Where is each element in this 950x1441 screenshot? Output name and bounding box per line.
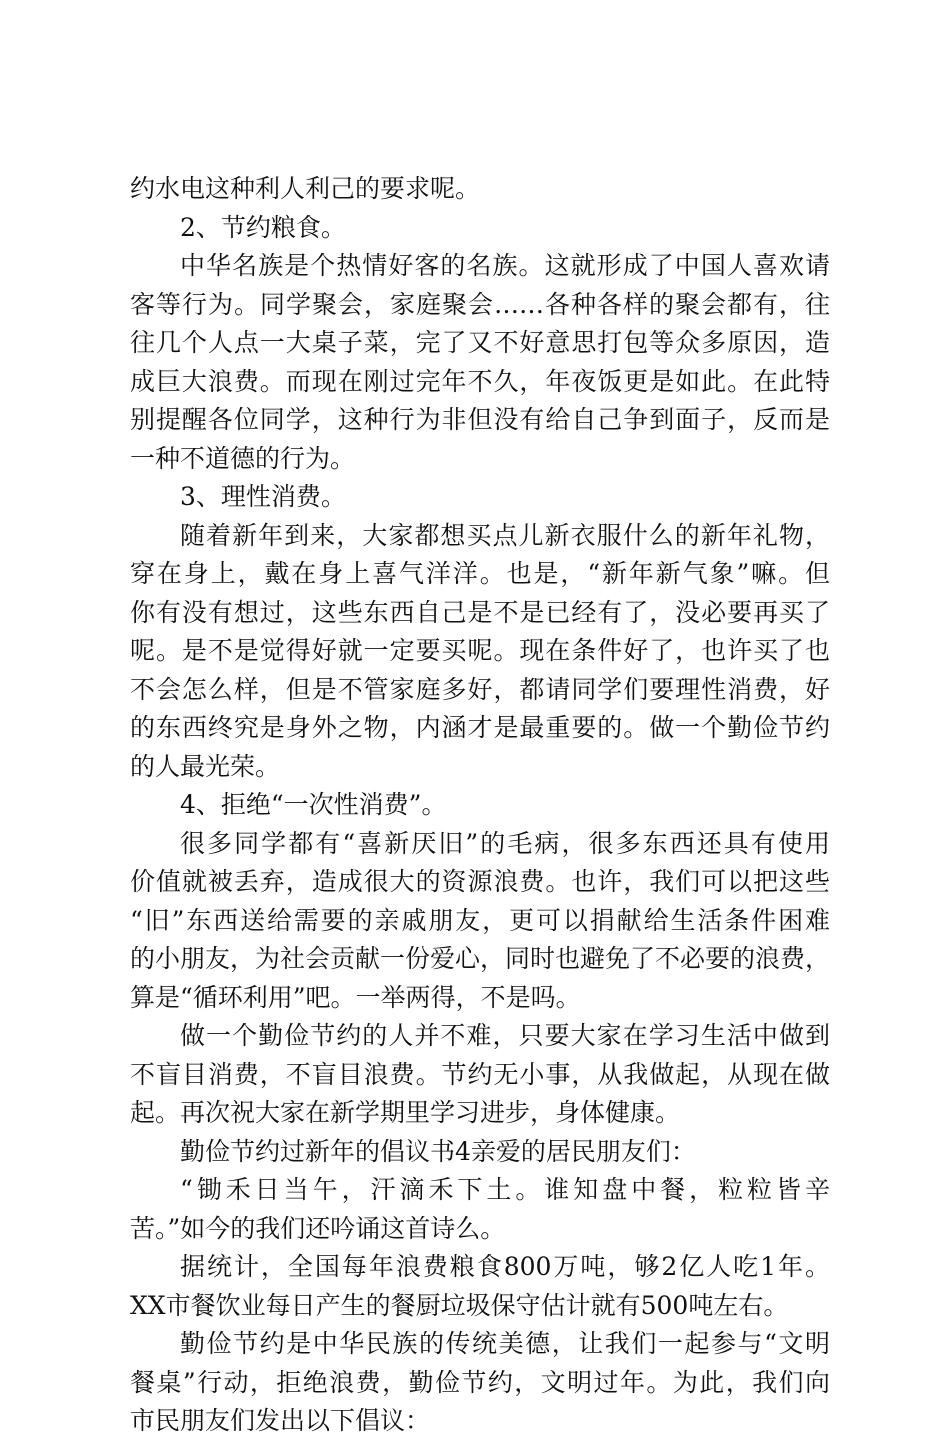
text-line: 不盲目消费，不盲目浪费。节约无小事，从我做起，从现在做 [130,1059,830,1089]
text-line: 勤俭节约过新年的倡议书4亲爱的居民朋友们： [180,1136,696,1166]
text-line: 约水电这种利人利己的要求呢。 [130,174,481,203]
text-line: 很多同学都有“喜新厌旧”的毛病，很多东西还具有使用 [180,828,830,858]
text-line: 随着新年到来，大家都想买点儿新衣服什么的新年礼物， [180,520,830,550]
text-line: 3、理性消费。 [180,482,346,511]
text-line: 的东西终究是身外之物，内涵才是最重要的。做一个勤俭节约 [130,713,830,742]
text-line: “旧”东西送给需要的亲戚朋友，更可以捐献给生活条件困难 [130,905,830,935]
text-line: 价值就被丢弃，造成很大的资源浪费。也许，我们可以把这些 [130,867,830,896]
text-line: 算是“循环利用”吧。一举两得，不是吗。 [130,982,581,1012]
text-line: XX市餐饮业每日产生的餐厨垃圾保守估计就有500吨左右。 [130,1290,789,1320]
document-body [130,170,830,1441]
text-line: 一种不道德的行为。 [130,443,356,473]
text-line: 餐桌”行动，拒绝浪费，勤俭节约，文明过年。为此，我们向 [130,1367,830,1397]
text-line: 苦。”如今的我们还吟诵这首诗么。 [130,1213,506,1243]
text-line: 2、节约粮食。 [180,212,346,242]
text-line: “锄禾日当午，汗滴禾下土。谁知盘中餐，粒粒皆辛 [180,1175,830,1204]
text-line: 中华名族是个热情好客的名族。这就形成了中国人喜欢请 [180,251,830,280]
text-line: 起。再次祝大家在新学期里学习进步，身体健康。 [130,1098,681,1127]
text-line: 别提醒各位同学，这种行为非但没有给自己争到面子，反而是 [130,405,830,434]
text-line: 成巨大浪费。而现在刚过完年不久，年夜饭更是如此。在此特 [130,366,830,396]
text-line: 的小朋友，为社会贡献一份爱心，同时也避免了不必要的浪费， [130,944,831,973]
text-line: 你有没有想过，这些东西自己是不是已经有了，没必要再买了 [130,597,830,627]
text-line: 不会怎么样，但是不管家庭多好，都请同学们要理性消费，好 [130,674,830,704]
text-line: 呢。是不是觉得好就一定要买呢。现在条件好了，也许买了也 [130,636,830,665]
text-line: 市民朋友们发出以下倡议： [130,1406,431,1435]
text-line: 客等行为。同学聚会，家庭聚会……各种各样的聚会都有，往 [130,289,830,319]
text-line: 据统计，全国每年浪费粮食800万吨，够2亿人吃1年。 [180,1252,830,1281]
text-line: 往几个人点一大桌子菜，完了又不好意思打包等众多原因，造 [130,328,830,357]
text-line: 勤俭节约是中华民族的传统美德，让我们一起参与“文明 [180,1329,830,1358]
text-line: 4、拒绝“一次性消费”。 [180,790,447,819]
text-line: 的人最光荣。 [130,751,281,781]
text-line: 穿在身上，戴在身上喜气洋洋。也是，“新年新气象”嘛。但 [130,559,830,588]
text-line: 做一个勤俭节约的人并不难，只要大家在学习生活中做到 [180,1021,830,1050]
